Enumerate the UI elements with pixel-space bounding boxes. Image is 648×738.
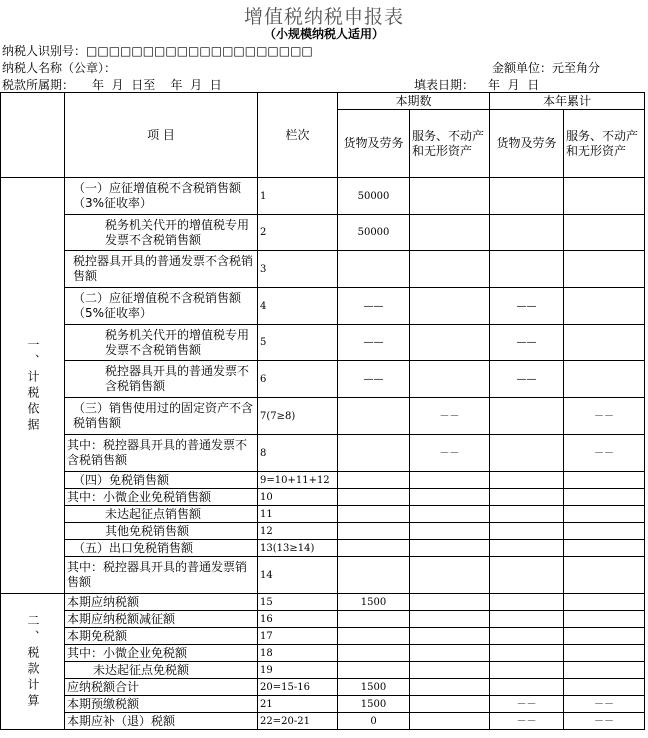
period-value[interactable]: 年 月 日至 年 月 日 [92, 78, 222, 92]
row-line-number: 4 [258, 288, 338, 325]
row-ytd-services[interactable] [564, 288, 645, 325]
row-ytd-goods[interactable] [490, 611, 564, 628]
row-current-services[interactable] [410, 288, 490, 325]
row-current-services[interactable] [410, 523, 490, 540]
table-row [1, 215, 645, 251]
row-current-services[interactable] [410, 489, 490, 506]
header-current-period: 本期数 [338, 93, 490, 110]
row-item-label: 未达起征点销售额 [65, 506, 258, 523]
row-current-goods[interactable] [338, 506, 410, 523]
row-ytd-goods[interactable] [490, 435, 564, 472]
header-item: 项 目 [65, 93, 258, 178]
row-current-services[interactable] [410, 679, 490, 696]
header-goods-current: 货物及劳务 [338, 110, 410, 178]
row-line-number: 10 [258, 489, 338, 506]
row-current-goods[interactable] [338, 251, 410, 288]
table-row [1, 645, 645, 662]
header-ytd: 本年累计 [490, 93, 645, 110]
taxpayer-id-row [2, 42, 313, 59]
row-item-label: 本期预缴税额 [65, 696, 258, 713]
row-ytd-services[interactable]: －－ [564, 435, 645, 472]
row-current-services[interactable] [410, 178, 490, 215]
row-ytd-goods[interactable] [490, 251, 564, 288]
section-label-tax-calc: 二、税款计算 [1, 594, 65, 730]
row-ytd-goods[interactable] [490, 472, 564, 489]
section-blank-header [1, 93, 65, 178]
fill-date-value[interactable]: 年 月 日 [488, 78, 540, 92]
row-ytd-goods[interactable]: —— [490, 361, 564, 398]
row-ytd-goods[interactable]: —— [490, 325, 564, 361]
row-ytd-services[interactable] [564, 361, 645, 398]
row-ytd-services[interactable] [564, 645, 645, 662]
row-current-goods[interactable] [338, 662, 410, 679]
form-subtitle: （小规模纳税人适用） [263, 27, 384, 41]
row-current-goods[interactable] [338, 435, 410, 472]
row-ytd-services[interactable] [564, 540, 645, 557]
row-ytd-goods[interactable] [490, 557, 564, 594]
table-row [1, 523, 645, 540]
row-item-label: （四）免税销售额 [65, 472, 258, 489]
row-ytd-services[interactable] [564, 215, 645, 251]
row-ytd-goods[interactable] [490, 489, 564, 506]
row-ytd-services[interactable] [564, 523, 645, 540]
row-current-services[interactable] [410, 215, 490, 251]
row-current-services[interactable] [410, 594, 490, 611]
row-item-label: （三）销售使用过的固定资产不含税销售额 [65, 398, 258, 435]
row-line-number: 5 [258, 325, 338, 361]
taxpayer-name-label: 纳税人名称（公章）： [2, 61, 117, 75]
taxpayer-id-boxes[interactable]: □□□□□□□□□□□□□□□□□□□□ [86, 44, 313, 58]
table-row [1, 611, 645, 628]
row-ytd-goods[interactable] [490, 679, 564, 696]
row-current-goods[interactable] [338, 645, 410, 662]
row-item-label: 本期免税额 [65, 628, 258, 645]
row-item-label: 税务机关代开的增值税专用发票不含税销售额 [65, 325, 258, 361]
row-item-label: （二）应征增值税不含税销售额（5%征收率） [65, 288, 258, 325]
row-line-number: 6 [258, 361, 338, 398]
table-row [1, 540, 645, 557]
row-line-number: 20=15-16 [258, 679, 338, 696]
row-current-services[interactable] [410, 696, 490, 713]
row-ytd-services[interactable] [564, 557, 645, 594]
row-current-services[interactable] [410, 540, 490, 557]
row-ytd-services[interactable]: －－ [564, 398, 645, 435]
row-current-goods[interactable]: 50000 [338, 215, 410, 251]
row-ytd-goods[interactable]: —— [490, 288, 564, 325]
row-current-goods[interactable]: 1500 [338, 594, 410, 611]
row-item-label: 本期应补（退）税额 [65, 713, 258, 730]
row-current-services[interactable] [410, 713, 490, 730]
header-services-current: 服务、不动产和无形资产 [410, 110, 490, 178]
table-row [1, 506, 645, 523]
row-ytd-goods[interactable] [490, 594, 564, 611]
table-row [1, 361, 645, 398]
form-title: 增值税纳税申报表 [243, 6, 404, 28]
row-line-number: 15 [258, 594, 338, 611]
row-current-goods[interactable]: 50000 [338, 178, 410, 215]
table-row [1, 325, 645, 361]
header-line-no: 栏次 [258, 93, 338, 178]
row-ytd-services[interactable]: －－ [564, 713, 645, 730]
table-row [1, 472, 645, 489]
row-line-number: 19 [258, 662, 338, 679]
row-line-number: 16 [258, 611, 338, 628]
row-ytd-goods[interactable] [490, 506, 564, 523]
row-current-goods[interactable]: 0 [338, 713, 410, 730]
row-current-services[interactable] [410, 251, 490, 288]
row-line-number: 7(7≥8) [258, 398, 338, 435]
table-row [1, 178, 645, 215]
row-current-goods[interactable] [338, 611, 410, 628]
row-item-label: 本期应纳税额 [65, 594, 258, 611]
row-current-services[interactable] [410, 645, 490, 662]
row-ytd-services[interactable] [564, 628, 645, 645]
row-current-services[interactable] [410, 325, 490, 361]
row-current-services[interactable] [410, 472, 490, 489]
row-line-number: 9=10+11+12 [258, 472, 338, 489]
row-ytd-goods[interactable] [490, 178, 564, 215]
taxpayer-id-label: 纳税人识别号： [2, 44, 87, 58]
section-label-basis: 一、计税依据 [1, 178, 65, 594]
row-item-label: 应纳税额合计 [65, 679, 258, 696]
row-line-number: 11 [258, 506, 338, 523]
table-row [1, 489, 645, 506]
row-current-goods[interactable]: 1500 [338, 679, 410, 696]
row-line-number: 3 [258, 251, 338, 288]
row-line-number: 13(13≥14) [258, 540, 338, 557]
table-row [1, 288, 645, 325]
period-row [2, 76, 222, 93]
row-current-goods[interactable] [338, 489, 410, 506]
row-item-label: 其中：税控器具开具的普通发票销售额 [65, 557, 258, 594]
row-line-number: 8 [258, 435, 338, 472]
header-services-ytd: 服务、不动产和无形资产 [564, 110, 645, 178]
row-current-goods[interactable]: —— [338, 361, 410, 398]
table-row [1, 594, 645, 611]
row-line-number: 2 [258, 215, 338, 251]
row-item-label: 税控器具开具的普通发票不含税销售额 [65, 251, 258, 288]
row-current-goods[interactable]: —— [338, 325, 410, 361]
row-ytd-services[interactable] [564, 679, 645, 696]
row-line-number: 21 [258, 696, 338, 713]
row-current-services[interactable] [410, 557, 490, 594]
period-label: 税款所属期： [2, 78, 75, 92]
row-item-label: 本期应纳税额减征额 [65, 611, 258, 628]
row-current-goods[interactable] [338, 557, 410, 594]
row-current-goods[interactable]: 1500 [338, 696, 410, 713]
declaration-table [0, 92, 645, 730]
row-item-label: （五）出口免税销售额 [65, 540, 258, 557]
row-ytd-services[interactable] [564, 472, 645, 489]
table-row [1, 398, 645, 435]
row-current-services[interactable]: －－ [410, 435, 490, 472]
row-ytd-services[interactable] [564, 178, 645, 215]
row-item-label: 未达起征点免税额 [65, 662, 258, 679]
header-goods-ytd: 货物及劳务 [490, 110, 564, 178]
table-row [1, 435, 645, 472]
row-ytd-goods[interactable] [490, 398, 564, 435]
row-current-services[interactable] [410, 361, 490, 398]
fill-date-row [414, 76, 539, 93]
row-current-services[interactable] [410, 662, 490, 679]
row-ytd-services[interactable]: －－ [564, 696, 645, 713]
row-ytd-services[interactable] [564, 506, 645, 523]
table-row [1, 557, 645, 594]
row-line-number: 12 [258, 523, 338, 540]
row-current-services[interactable] [410, 506, 490, 523]
row-ytd-goods[interactable] [490, 628, 564, 645]
row-current-goods[interactable] [338, 472, 410, 489]
row-current-goods[interactable] [338, 523, 410, 540]
row-ytd-services[interactable] [564, 594, 645, 611]
row-ytd-services[interactable] [564, 325, 645, 361]
row-current-goods[interactable] [338, 628, 410, 645]
row-ytd-goods[interactable] [490, 662, 564, 679]
row-ytd-goods[interactable]: －－ [490, 696, 564, 713]
row-line-number: 17 [258, 628, 338, 645]
row-item-label: 其他免税销售额 [65, 523, 258, 540]
row-line-number: 18 [258, 645, 338, 662]
table-row [1, 679, 645, 696]
table-row [1, 662, 645, 679]
table-row [1, 251, 645, 288]
row-ytd-goods[interactable] [490, 215, 564, 251]
row-current-goods[interactable]: —— [338, 288, 410, 325]
row-ytd-goods[interactable] [490, 645, 564, 662]
row-ytd-services[interactable] [564, 662, 645, 679]
row-item-label: 其中：税控器具开具的普通发票不含税销售额 [65, 435, 258, 472]
row-item-label: 其中：小微企业免税销售额 [65, 489, 258, 506]
row-ytd-services[interactable] [564, 489, 645, 506]
row-ytd-services[interactable] [564, 611, 645, 628]
row-current-goods[interactable] [338, 398, 410, 435]
table-row [1, 628, 645, 645]
row-item-label: 税务机关代开的增值税专用发票不含税销售额 [65, 215, 258, 251]
row-item-label: 其中：小微企业免税额 [65, 645, 258, 662]
row-current-goods[interactable] [338, 540, 410, 557]
row-ytd-goods[interactable]: －－ [490, 713, 564, 730]
amount-unit-label: 金额单位：元至角分 [492, 61, 601, 75]
row-ytd-goods[interactable] [490, 540, 564, 557]
row-current-services[interactable] [410, 628, 490, 645]
fill-date-label: 填表日期： [414, 78, 475, 92]
table-row [1, 696, 645, 713]
row-item-label: 税控器具开具的普通发票不含税销售额 [65, 361, 258, 398]
row-item-label: （一）应征增值税不含税销售额（3%征收率） [65, 178, 258, 215]
row-ytd-services[interactable] [564, 251, 645, 288]
row-ytd-goods[interactable] [490, 523, 564, 540]
row-current-services[interactable] [410, 611, 490, 628]
row-line-number: 14 [258, 557, 338, 594]
table-row [1, 713, 645, 730]
row-line-number: 22=20-21 [258, 713, 338, 730]
row-line-number: 1 [258, 178, 338, 215]
row-current-services[interactable]: －－ [410, 398, 490, 435]
